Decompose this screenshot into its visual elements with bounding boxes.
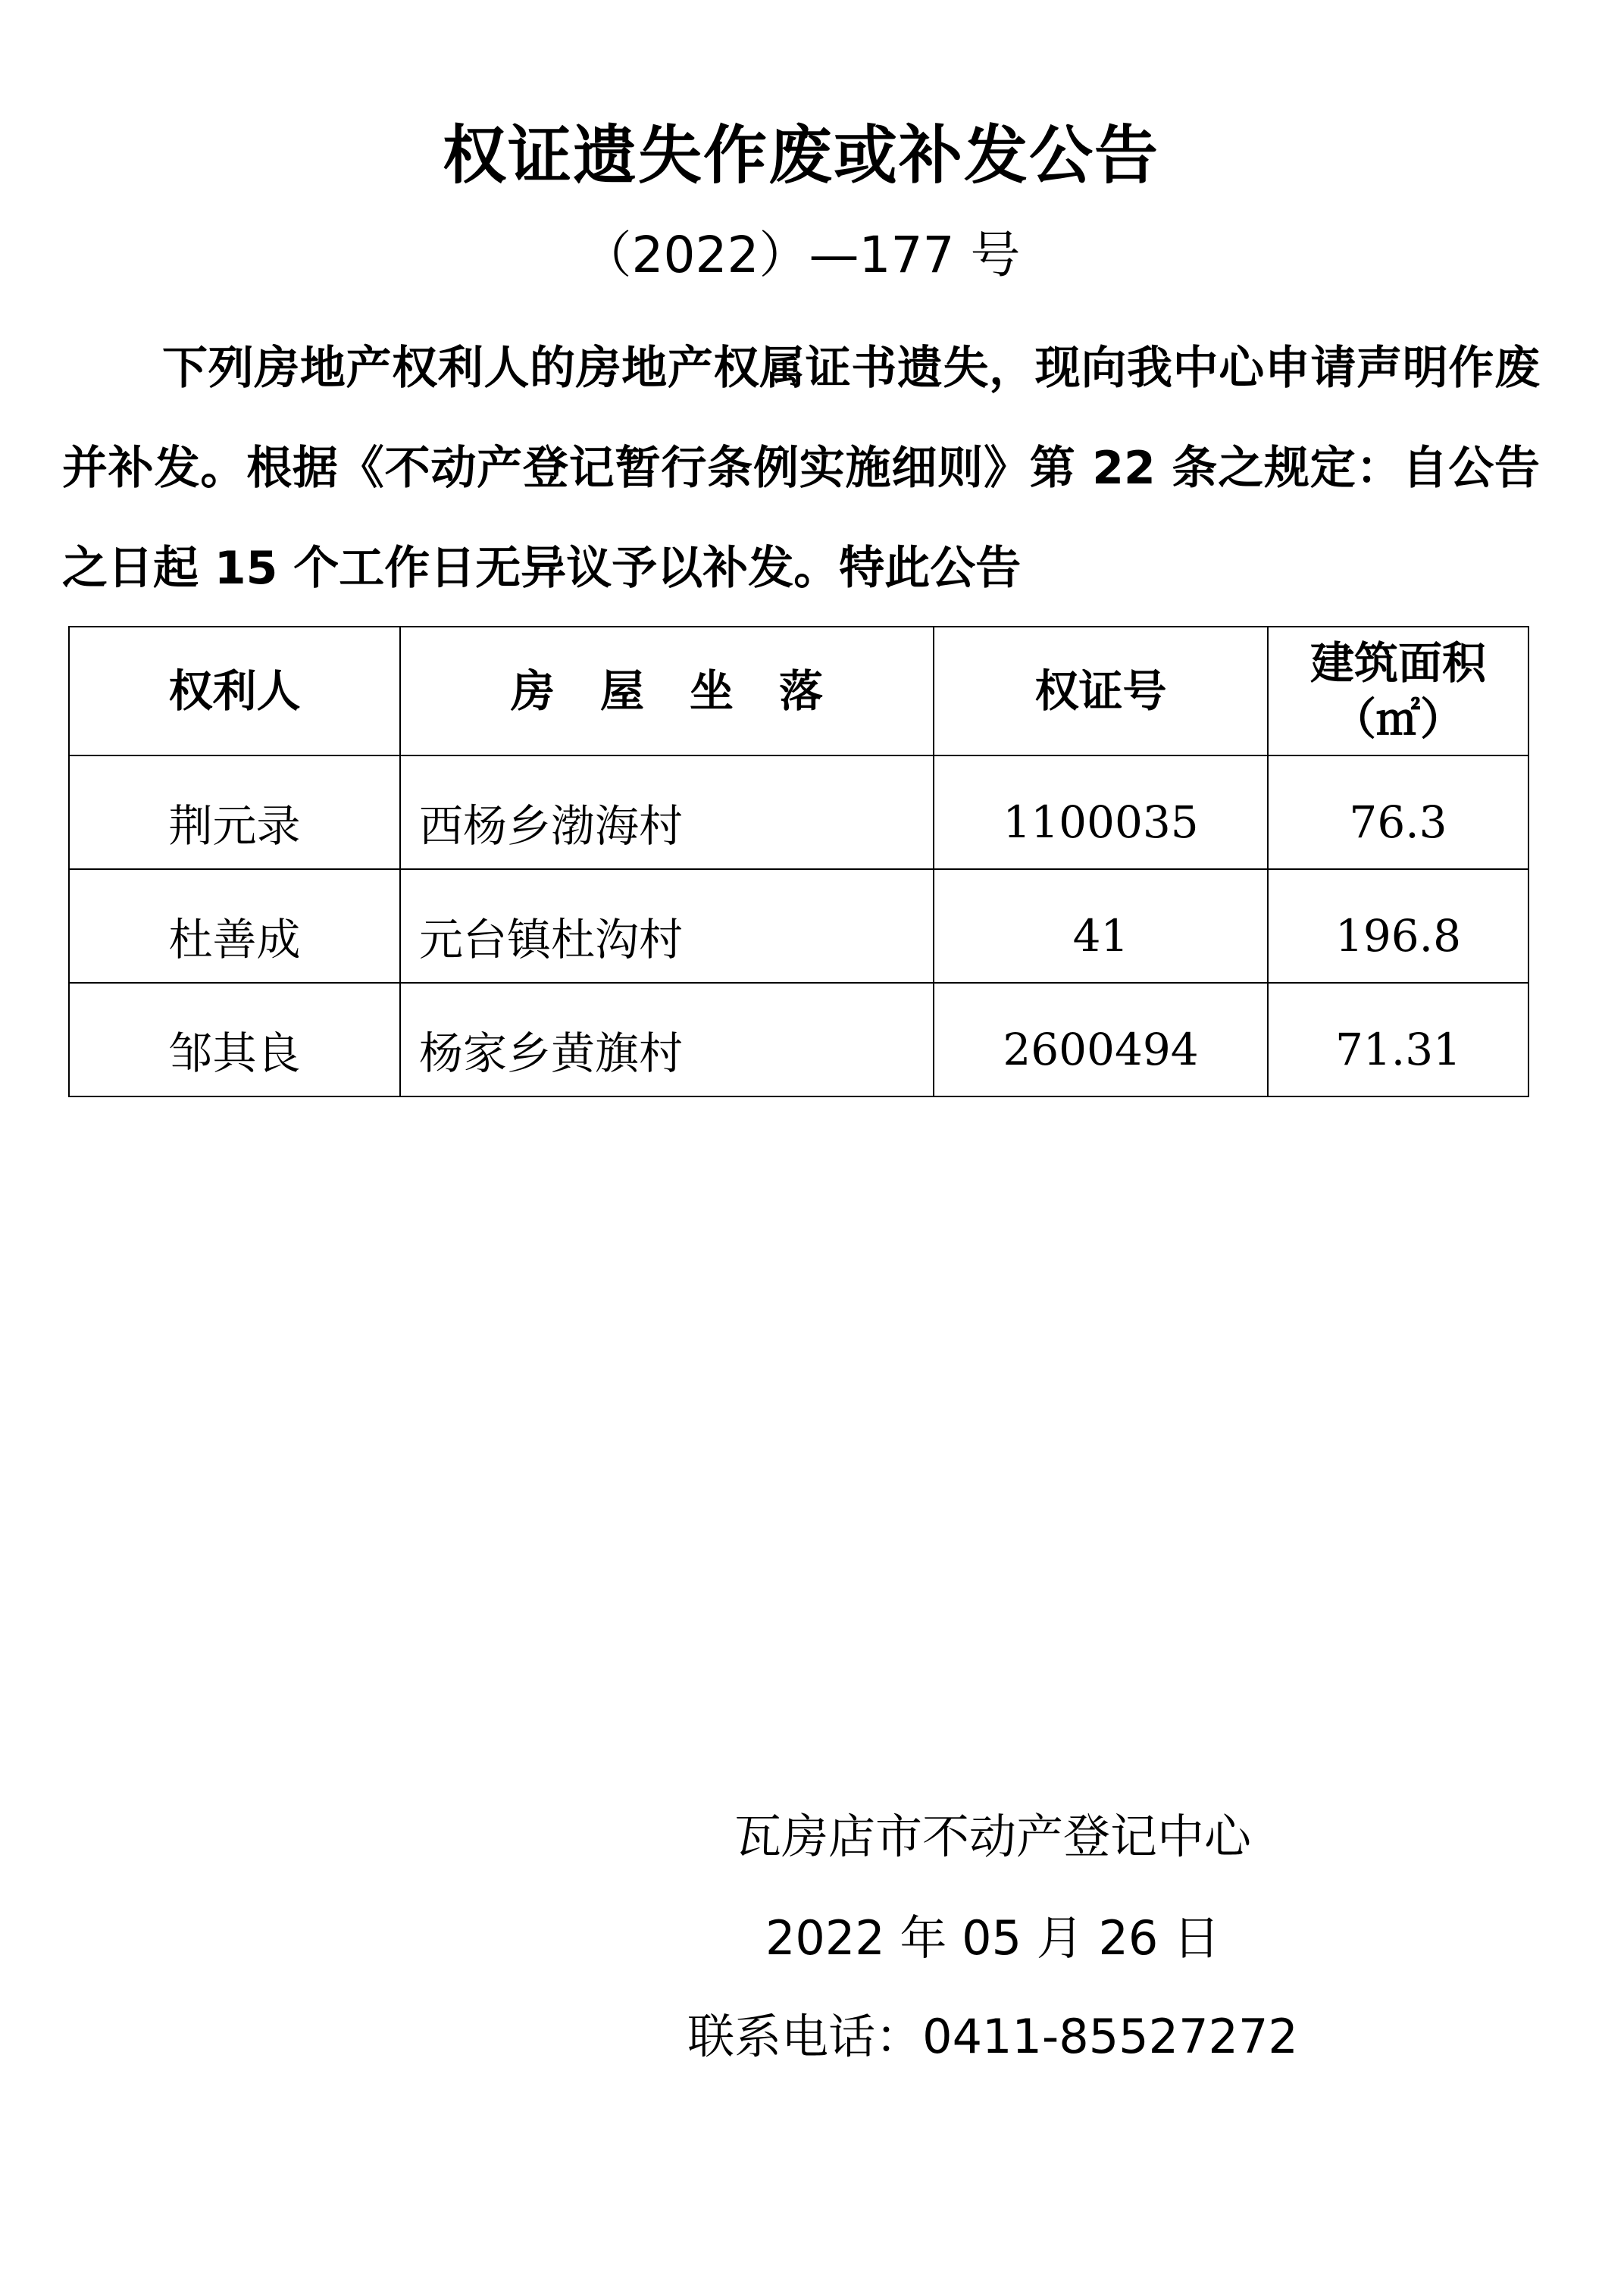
area-cell: 196.8 [1268,869,1528,983]
area-cell: 76.3 [1268,755,1528,869]
header-area-unit: （㎡） [1331,693,1464,745]
header-cert-no: 权证号 [934,627,1268,755]
issue-date: 2022 年 05 月 26 日 [765,1910,1221,1966]
owner-cell: 邹其良 [69,983,400,1096]
header-area [1268,627,1528,755]
notice-title: 权证遗失作废或补发公告 [442,118,1159,192]
owner-cell: 荆元录 [69,755,400,869]
notice-body: 下列房地产权利人的房地产权属证书遗失，现向我中心申请声明作废并补发。根据《不动产登记暂行条例实施细则》第 22 条之规定：自公告之日起 15 个工作日无异议予以补发。特此公告 [62,342,1540,595]
location-cell: 杨家乡黄旗村 [400,983,934,1096]
header-area-label: 建筑面积 [1309,637,1486,689]
header-location: 房屋坐落 [400,627,934,755]
table-row [69,983,1528,1096]
notice-number: （2022）—177 号 [581,226,1021,284]
issuer-name: 瓦房店市不动产登记中心 [734,1809,1251,1864]
table-row [69,869,1528,983]
owner-cell: 杜善成 [69,869,400,983]
cert-no-cell: 1100035 [934,755,1268,869]
header-owner: 权利人 [69,627,400,755]
table-header-row [69,627,1528,755]
cert-no-cell: 2600494 [934,983,1268,1096]
location-cell: 西杨乡渤海村 [400,755,934,869]
records-table [68,626,1529,1097]
cert-no-cell: 41 [934,869,1268,983]
area-cell: 71.31 [1268,983,1528,1096]
table-row [69,755,1528,869]
location-cell: 元台镇杜沟村 [400,869,934,983]
contact-phone: 联系电话：0411-85527272 [687,2009,1298,2064]
